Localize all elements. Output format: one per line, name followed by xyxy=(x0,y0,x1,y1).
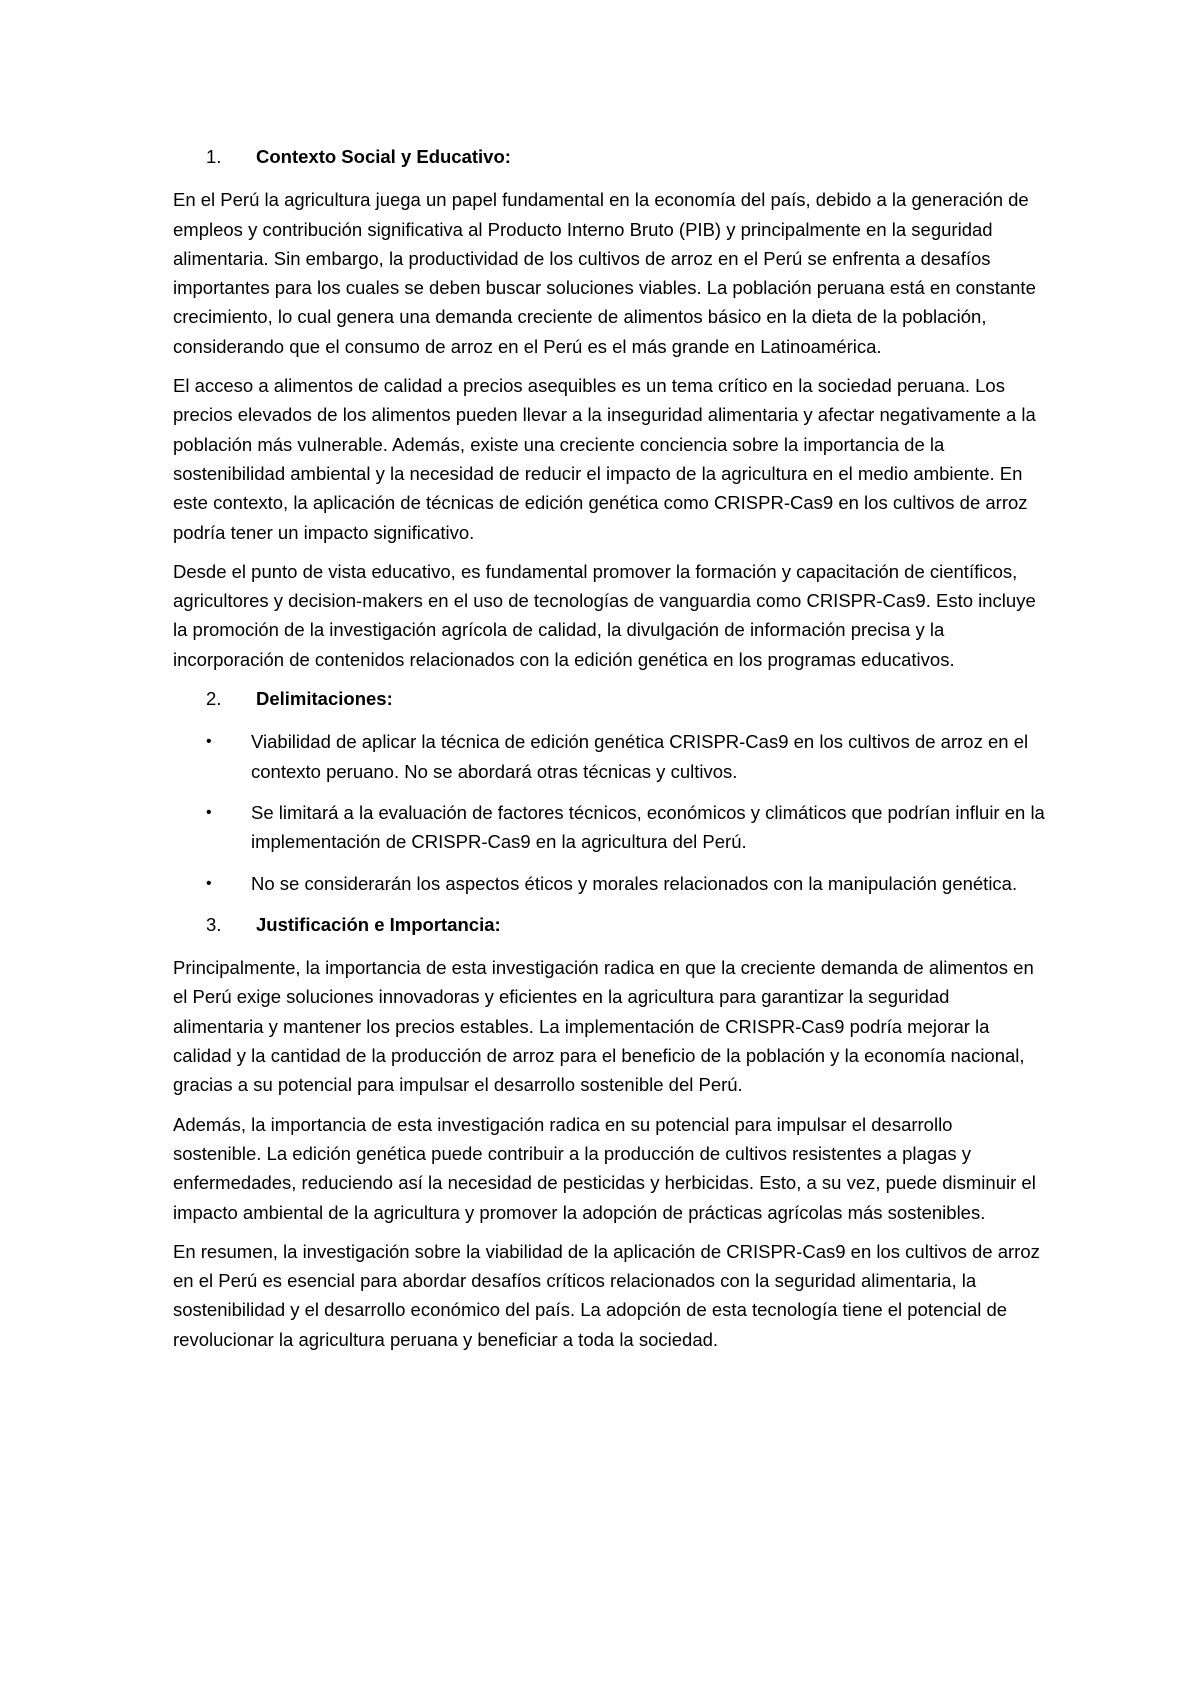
list-item-text: Viabilidad de aplicar la técnica de edición genética CRISPR-Cas9 en los cultivos de arroz en el contexto peruano. No se abordará otras técnicas y cultivos. xyxy=(251,731,1029,782)
section-heading-justificacion xyxy=(173,910,1045,939)
section-heading-contexto xyxy=(173,142,1045,171)
section-heading-delimitaciones xyxy=(173,684,1045,713)
paragraph: Desde el punto de vista educativo, es fundamental promover la formación y capacitación de científicos, agricultores y decision-makers en el uso de tecnologías de vanguardia como CRISPR-Cas9. Esto incluye la promoción de la investigación agrícola de calidad, la divulgación de información precisa y la incorporación de contenidos relacionados con la edición genética en los programas educativos. xyxy=(173,560,1036,670)
paragraph: Además, la importancia de esta investigación radica en su potencial para impulsar el desarrollo sostenible. La edición genética puede contribuir a la producción de cultivos resistentes a plagas y enfermedades, reduciendo así la necesidad de pesticidas y herbicidas. Esto, a su vez, puede disminuir el impacto ambiental de la agricultura y promover la adopción de prácticas agrícolas más sostenibles. xyxy=(173,1113,1036,1223)
paragraph: En resumen, la investigación sobre la viabilidad de la aplicación de CRISPR-Cas9 en los cultivos de arroz en el Perú es esencial para abordar desafíos críticos relacionados con la seguridad alimentaria, la sostenibilidad y el desarrollo económico del país. La adopción de esta tecnología tiene el potencial de revolucionar la agricultura peruana y beneficiar a toda la sociedad. xyxy=(173,1240,1040,1350)
list-item-text: No se considerarán los aspectos éticos y morales relacionados con la manipulación genética. xyxy=(251,872,1018,894)
paragraph: El acceso a alimentos de calidad a precios asequibles es un tema crítico en la sociedad peruana. Los precios elevados de los alimentos pueden llevar a la inseguridad alimentaria y afectar negativamente a la población más vulnerable. Además, existe una creciente conciencia sobre la importancia de la sostenibilidad ambiental y la necesidad de reducir el impacto de la agricultura en el medio ambiente. En este contexto, la aplicación de técnicas de edición genética como CRISPR-Cas9 en los cultivos de arroz podría tener un impacto significativo. xyxy=(173,375,1036,543)
list-item xyxy=(173,869,1045,898)
section-number: 2. xyxy=(206,688,222,710)
bullet-icon: • xyxy=(206,874,212,892)
section-number: 1. xyxy=(206,146,222,167)
bullet-list xyxy=(173,727,1045,897)
bullet-icon: • xyxy=(206,803,212,821)
section-title: Contexto Social y Educativo: xyxy=(256,146,511,167)
paragraph: En el Perú la agricultura juega un papel fundamental en la economía del país, debido a la generación de empleos y contribución significativa al Producto Interno Bruto (PIB) y principalmente en la seguridad alimentaria. Sin embargo, la productividad de los cultivos de arroz en el Perú se enfrenta a desafíos importantes para los cuales se deben buscar soluciones viables. La población peruana está en constante crecimiento, lo cual genera una demanda creciente de alimentos básico en la dieta de la población, considerando que el consumo de arroz en el Perú es el más grande en Latinoamérica. xyxy=(173,189,1036,357)
bullet-icon: • xyxy=(206,733,212,751)
list-item xyxy=(173,727,1045,786)
section-number: 3. xyxy=(206,913,222,935)
document-page xyxy=(173,142,1045,1364)
list-item-text: Se limitará a la evaluación de factores técnicos, económicos y climáticos que podrían influir en la implementación de CRISPR-Cas9 en la agricultura del Perú. xyxy=(251,801,1045,853)
section-title: Delimitaciones: xyxy=(256,688,393,710)
section-title: Justificación e Importancia: xyxy=(256,913,501,935)
paragraph: Principalmente, la importancia de esta investigación radica en que la creciente demanda de alimentos en el Perú exige soluciones innovadoras y eficientes en la agricultura para garantizar la seguridad alimentaria y mantener los precios estables. La implementación de CRISPR-Cas9 podría mejorar la calidad y la cantidad de la producción de arroz para el beneficio de la población y la economía nacional, gracias a su potencial para impulsar el desarrollo sostenible del Perú. xyxy=(173,957,1034,1096)
list-item xyxy=(173,798,1045,857)
